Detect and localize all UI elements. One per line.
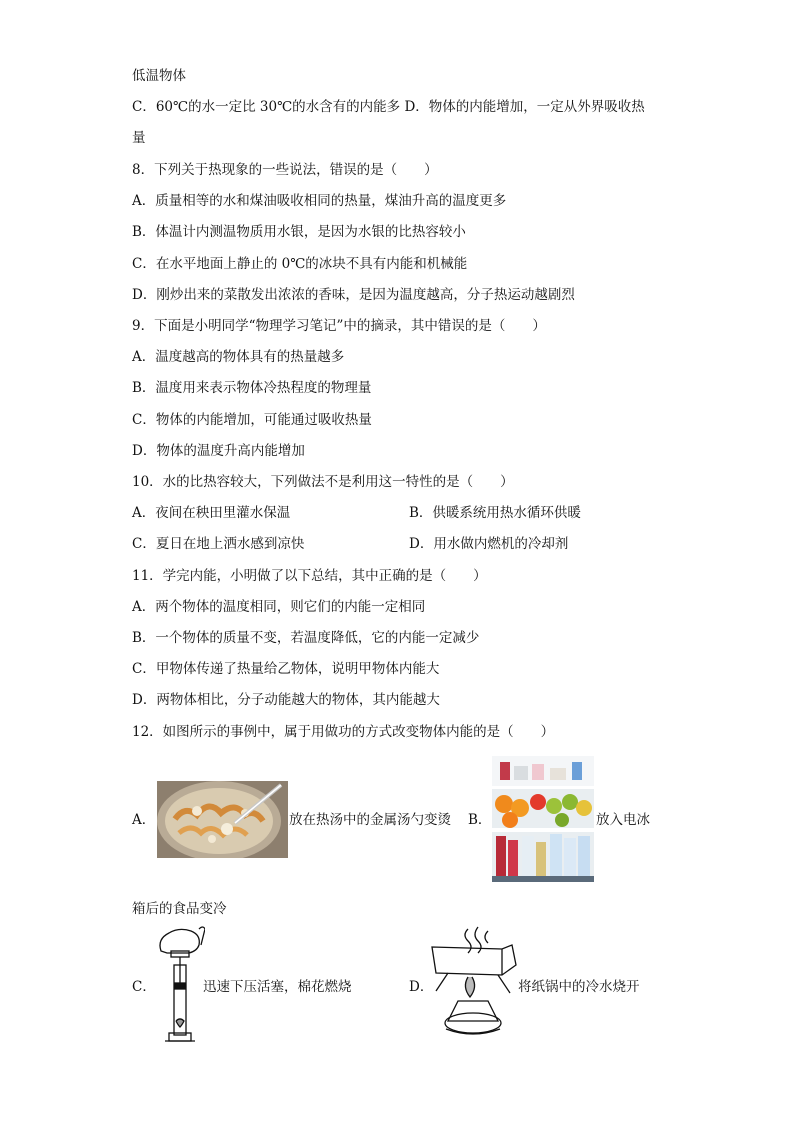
option-b-text: 放入电冰 bbox=[596, 812, 650, 828]
question-11-option-d: D．两物体相比，分子动能越大的物体，其内能越大 bbox=[132, 692, 440, 708]
question-8-option-b: B．体温计内测温物质用水银，是因为水银的比热容较小 bbox=[132, 224, 466, 240]
question-9-option-a: A．温度越高的物体具有的热量越多 bbox=[132, 349, 345, 365]
question-11: 11．学完内能，小明做了以下总结，其中正确的是（ ） bbox=[132, 568, 487, 584]
question-11-option-c: C．甲物体传递了热量给乙物体，说明甲物体内能大 bbox=[132, 661, 440, 677]
question-9-option-b: B．温度用来表示物体冷热程度的物理量 bbox=[132, 380, 372, 396]
question-11-option-a: A．两个物体的温度相同，则它们的内能一定相同 bbox=[132, 599, 426, 615]
option-a-text: 放在热汤中的金属汤勺变烫 bbox=[289, 812, 451, 828]
question-9: 9．下面是小明同学“物理学习笔记”中的摘录，其中错误的是（ ） bbox=[132, 318, 546, 334]
question-8-option-d: D．刚炒出来的菜散发出浓浓的香味，是因为温度越高，分子热运动越剧烈 bbox=[132, 287, 575, 303]
question-12: 12．如图所示的事例中，属于用做功的方式改变物体内能的是（ ） bbox=[132, 724, 555, 740]
question-9-option-c: C．物体的内能增加，可能通过吸收热量 bbox=[132, 412, 372, 428]
question-10-option-d: D．用水做内燃机的冷却剂 bbox=[409, 536, 569, 552]
option-b-text-continued: 箱后的食品变冷 bbox=[132, 901, 227, 917]
option-a-letter: A． bbox=[132, 812, 156, 828]
question-10-option-c: C．夏日在地上洒水感到凉快 bbox=[132, 536, 305, 552]
line-continued-text: 低温物体 bbox=[132, 68, 186, 84]
question-9-option-d: D．物体的温度升高内能增加 bbox=[132, 443, 305, 459]
paper-pot-burner-drawing bbox=[428, 925, 518, 1040]
question-10-option-a: A．夜间在秧田里灌水保温 bbox=[132, 505, 291, 521]
question-8-option-a: A．质量相等的水和煤油吸收相同的热量，煤油升高的温度更多 bbox=[132, 193, 507, 209]
question-8: 8．下列关于热现象的一些说法，错误的是（ ） bbox=[132, 162, 438, 178]
option-d-text: 将纸锅中的冷水烧开 bbox=[518, 979, 640, 995]
soup-spoon-photo bbox=[157, 781, 288, 858]
refrigerator-food-photo bbox=[492, 756, 594, 882]
line-continued-text: 量 bbox=[132, 130, 146, 146]
question-10: 10．水的比热容较大，下列做法不是利用这一特性的是（ ） bbox=[132, 474, 514, 490]
question-11-option-b: B．一个物体的质量不变，若温度降低，它的内能一定减少 bbox=[132, 630, 480, 646]
air-piston-cylinder-drawing bbox=[155, 925, 205, 1045]
option-d-letter: D． bbox=[409, 979, 434, 995]
option-b-letter: B． bbox=[468, 812, 492, 828]
option-c-letter: C． bbox=[132, 979, 156, 995]
line-option-c-d: C．60℃的水一定比 30℃的水含有的内能多 D．物体的内能增加，一定从外界吸收热 bbox=[132, 99, 645, 115]
question-8-option-c: C．在水平地面上静止的 0℃的冰块不具有内能和机械能 bbox=[132, 256, 468, 272]
option-c-text: 迅速下压活塞，棉花燃烧 bbox=[203, 979, 352, 995]
question-10-option-b: B．供暖系统用热水循环供暖 bbox=[409, 505, 581, 521]
